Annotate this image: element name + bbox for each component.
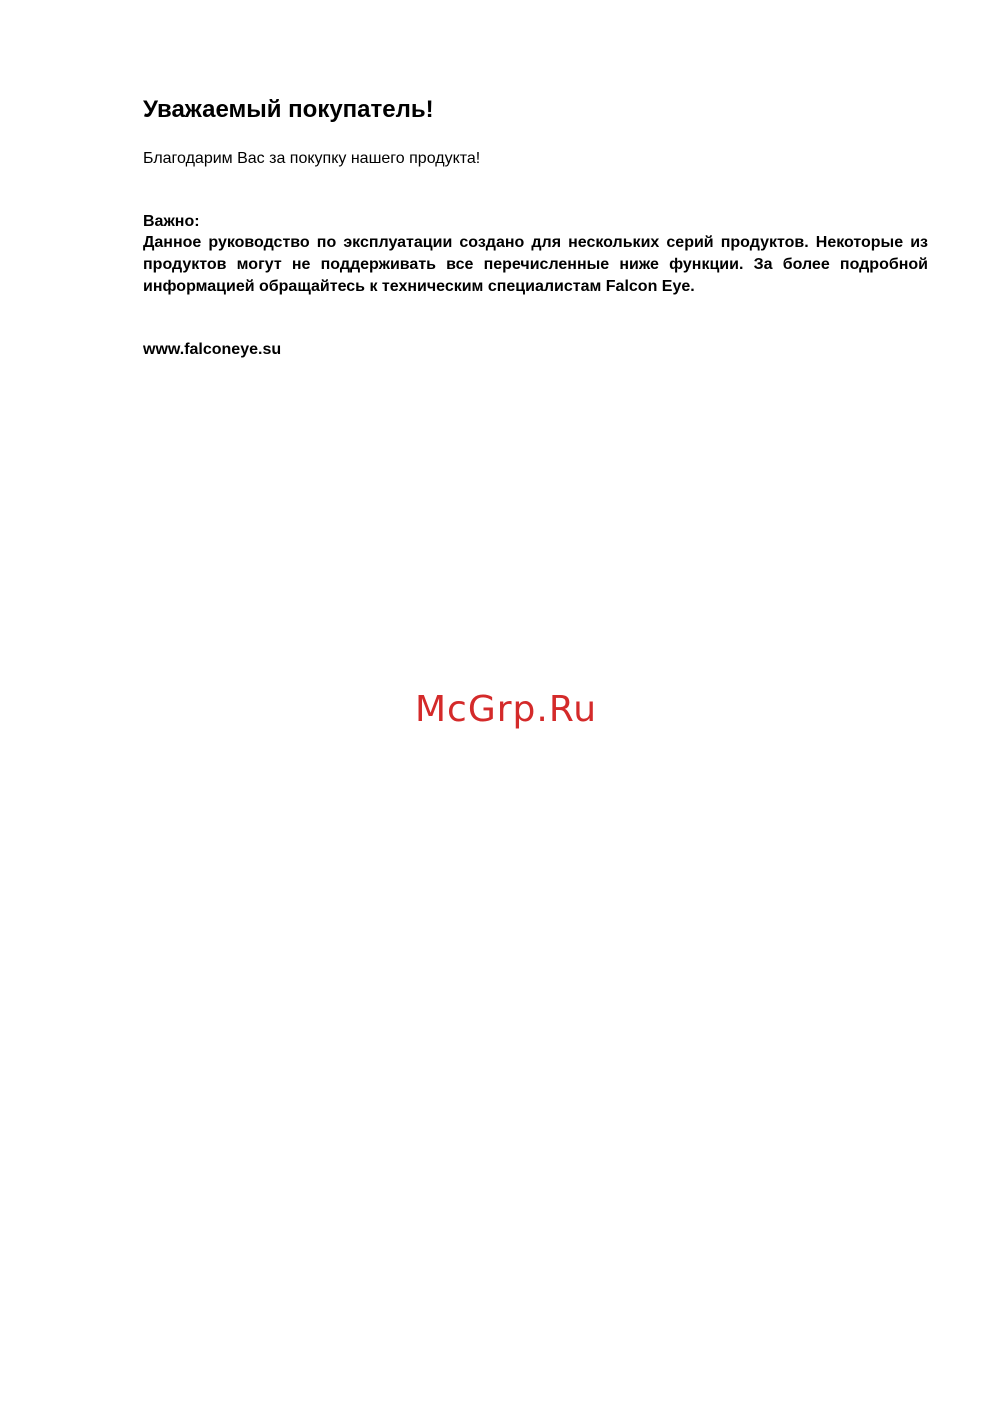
watermark-logo: McGrp.Ru (414, 689, 598, 730)
important-notice: Данное руководство по эксплуатации создано для нескольких серий продуктов. Некоторые из продуктов могут не поддерживать все перечисленные ниже функции. За более подробной информацией обращайтесь к техническим специалистам Falcon Eye. (143, 234, 928, 295)
website-link[interactable]: www.falconeye.su (143, 341, 282, 358)
important-heading: Важно: (143, 213, 200, 230)
page-title: Уважаемый покупатель! (143, 96, 434, 123)
thanks-paragraph: Благодарим Вас за покупку нашего продукта! (143, 150, 481, 167)
